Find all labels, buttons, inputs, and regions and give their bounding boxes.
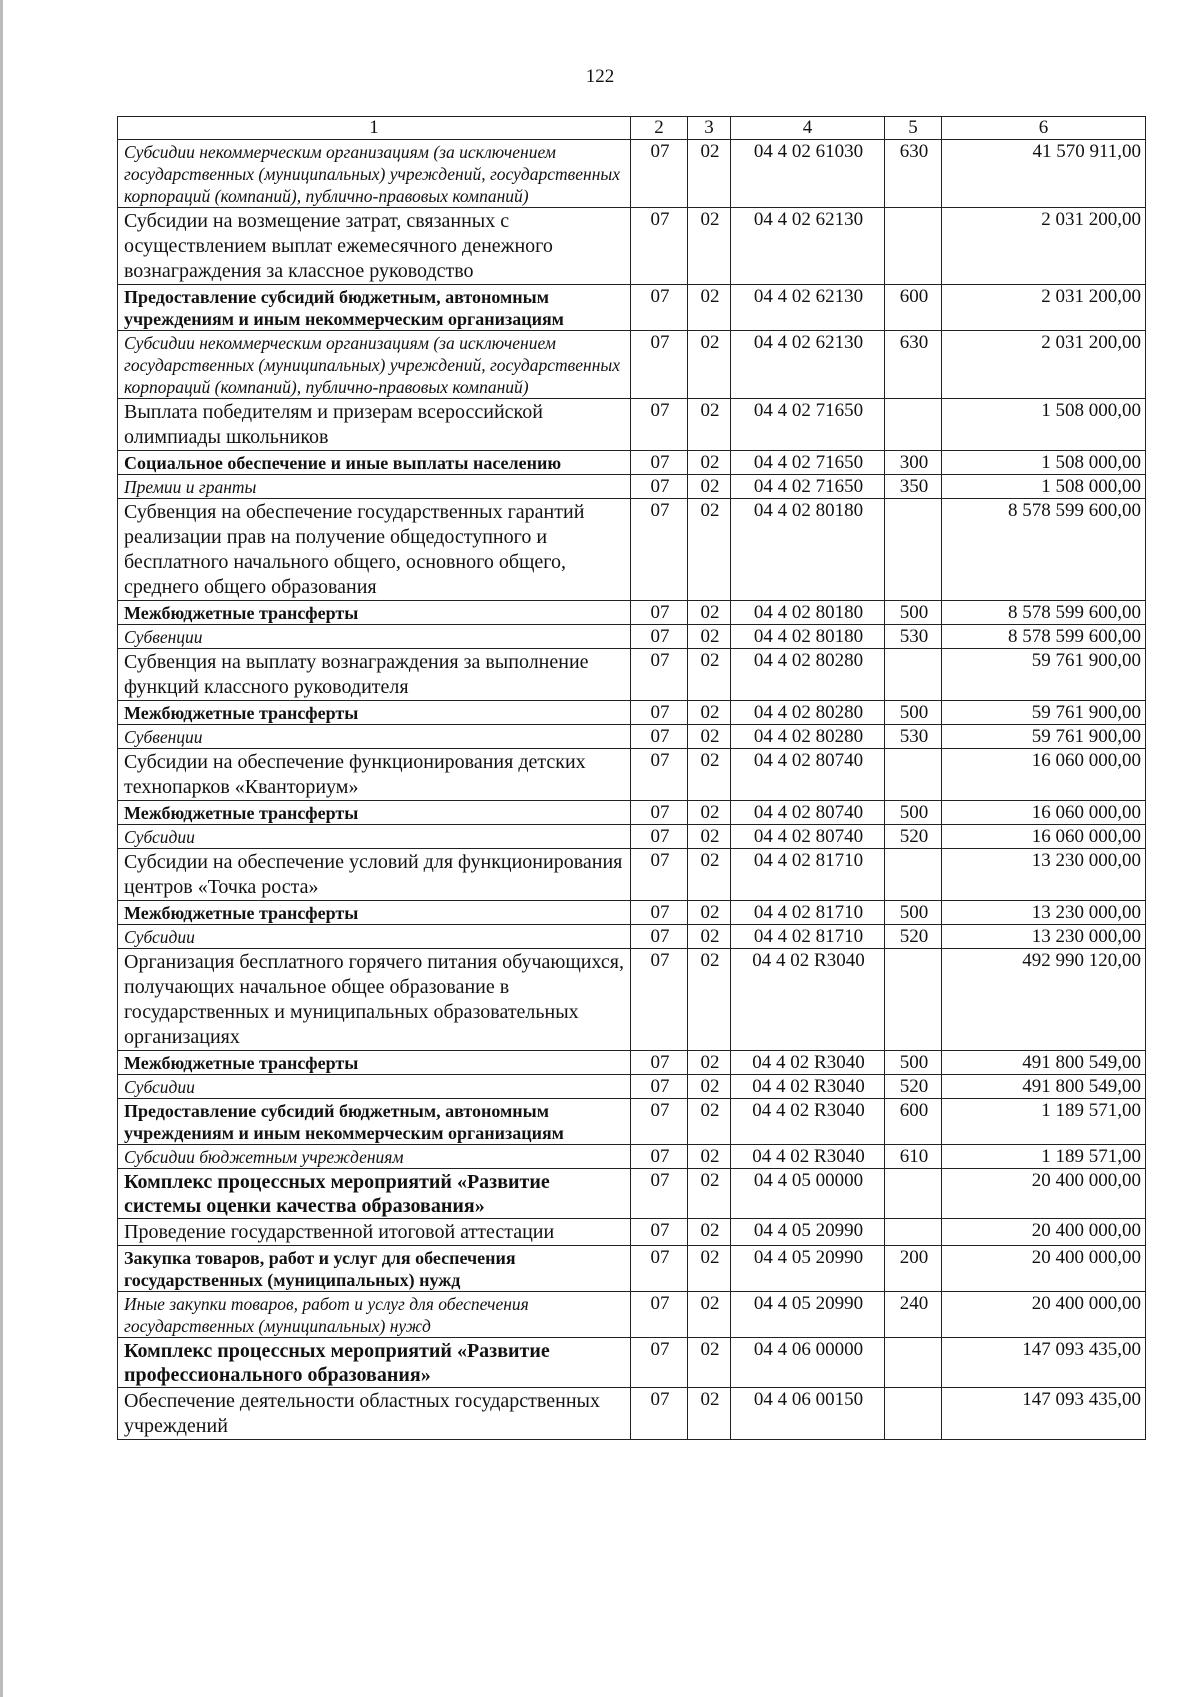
row-target-article: 04 4 02 62130 [731, 331, 885, 399]
row-expense-type: 610 [885, 1145, 942, 1169]
row-name: Субвенции [118, 725, 631, 749]
row-subsection: 02 [688, 140, 731, 208]
row-subsection: 02 [688, 499, 731, 601]
row-target-article: 04 4 05 20990 [731, 1219, 885, 1246]
row-name: Субсидии на обеспечение условий для функционирования центров «Точка роста» [118, 849, 631, 901]
row-expense-type: 500 [885, 601, 942, 625]
row-expense-type [885, 649, 942, 701]
row-section: 07 [631, 208, 688, 285]
row-expense-type [885, 1219, 942, 1246]
table-row [118, 451, 1146, 475]
row-subsection: 02 [688, 451, 731, 475]
table-row [118, 925, 1146, 949]
row-subsection: 02 [688, 801, 731, 825]
row-section: 07 [631, 725, 688, 749]
row-section: 07 [631, 285, 688, 331]
row-section: 07 [631, 1051, 688, 1075]
row-subsection: 02 [688, 285, 731, 331]
row-subsection: 02 [688, 1219, 731, 1246]
row-target-article: 04 4 06 00000 [731, 1338, 885, 1388]
row-expense-type: 300 [885, 451, 942, 475]
row-name: Субсидии некоммерческим организациям (за исключением государственных (муниципальных) учреждений, государственных корпораций (компаний), публично-правовых компаний) [118, 140, 631, 208]
row-amount: 492 990 120,00 [942, 949, 1146, 1051]
row-name: Субсидии на обеспечение функционирования детских технопарков «Кванториум» [118, 749, 631, 801]
row-subsection: 02 [688, 1169, 731, 1219]
row-target-article: 04 4 06 00150 [731, 1388, 885, 1440]
row-section: 07 [631, 1388, 688, 1440]
row-name: Премии и гранты [118, 475, 631, 499]
row-expense-type [885, 1338, 942, 1388]
row-expense-type: 530 [885, 625, 942, 649]
row-amount: 16 060 000,00 [942, 801, 1146, 825]
row-subsection: 02 [688, 901, 731, 925]
row-target-article: 04 4 05 20990 [731, 1292, 885, 1338]
table-row [118, 849, 1146, 901]
row-expense-type: 500 [885, 801, 942, 825]
row-section: 07 [631, 1169, 688, 1219]
row-subsection: 02 [688, 601, 731, 625]
page-number: 122 [585, 66, 615, 87]
table-row [118, 649, 1146, 701]
row-name: Межбюджетные трансферты [118, 1051, 631, 1075]
row-subsection: 02 [688, 1388, 731, 1440]
header-col-3: 3 [688, 117, 731, 140]
header-row [118, 117, 1146, 140]
row-amount: 2 031 200,00 [942, 331, 1146, 399]
row-subsection: 02 [688, 208, 731, 285]
table-row [118, 625, 1146, 649]
row-name: Комплекс процессных мероприятий «Развитие профессионального образования» [118, 1338, 631, 1388]
row-section: 07 [631, 825, 688, 849]
table-row [118, 701, 1146, 725]
table-row [118, 1169, 1146, 1219]
row-expense-type: 630 [885, 331, 942, 399]
row-amount: 59 761 900,00 [942, 649, 1146, 701]
table-header [118, 117, 1146, 140]
row-subsection: 02 [688, 1099, 731, 1145]
row-subsection: 02 [688, 925, 731, 949]
row-expense-type: 500 [885, 701, 942, 725]
header-col-2: 2 [631, 117, 688, 140]
row-target-article: 04 4 02 80740 [731, 749, 885, 801]
row-amount: 16 060 000,00 [942, 749, 1146, 801]
header-col-5: 5 [885, 117, 942, 140]
header-col-4: 4 [731, 117, 885, 140]
row-section: 07 [631, 801, 688, 825]
row-subsection: 02 [688, 1051, 731, 1075]
row-section: 07 [631, 499, 688, 601]
row-target-article: 04 4 02 R3040 [731, 949, 885, 1051]
row-section: 07 [631, 701, 688, 725]
row-name: Субвенция на обеспечение государственных гарантий реализации прав на получение общедоступного и бесплатного начального общего, основного общего, среднего общего образования [118, 499, 631, 601]
row-subsection: 02 [688, 1338, 731, 1388]
row-expense-type [885, 1388, 942, 1440]
row-target-article: 04 4 05 00000 [731, 1169, 885, 1219]
row-expense-type: 200 [885, 1246, 942, 1292]
row-expense-type [885, 749, 942, 801]
row-name: Иные закупки товаров, работ и услуг для обеспечения государственных (муниципальных) нужд [118, 1292, 631, 1338]
row-amount: 59 761 900,00 [942, 701, 1146, 725]
row-name: Предоставление субсидий бюджетным, автономным учреждениям и иным некоммерческим организациям [118, 1099, 631, 1145]
row-target-article: 04 4 02 71650 [731, 475, 885, 499]
row-name: Субвенции [118, 625, 631, 649]
table-row [118, 949, 1146, 1051]
table-row [118, 1099, 1146, 1145]
table-row [118, 140, 1146, 208]
row-section: 07 [631, 601, 688, 625]
row-amount: 13 230 000,00 [942, 901, 1146, 925]
row-name: Субсидии на возмещение затрат, связанных с осуществлением выплат ежемесячного денежного вознаграждения за классное руководство [118, 208, 631, 285]
row-target-article: 04 4 02 81710 [731, 849, 885, 901]
row-expense-type [885, 208, 942, 285]
row-section: 07 [631, 1246, 688, 1292]
row-amount: 20 400 000,00 [942, 1169, 1146, 1219]
row-expense-type: 530 [885, 725, 942, 749]
row-subsection: 02 [688, 749, 731, 801]
row-amount: 20 400 000,00 [942, 1292, 1146, 1338]
row-amount: 13 230 000,00 [942, 925, 1146, 949]
table-row [118, 801, 1146, 825]
row-section: 07 [631, 625, 688, 649]
row-subsection: 02 [688, 825, 731, 849]
row-name: Комплекс процессных мероприятий «Развитие системы оценки качества образования» [118, 1169, 631, 1219]
row-section: 07 [631, 140, 688, 208]
row-amount: 13 230 000,00 [942, 849, 1146, 901]
table-row [118, 1219, 1146, 1246]
table-row [118, 601, 1146, 625]
row-target-article: 04 4 02 61030 [731, 140, 885, 208]
table-row [118, 1145, 1146, 1169]
row-subsection: 02 [688, 399, 731, 451]
row-expense-type: 350 [885, 475, 942, 499]
row-subsection: 02 [688, 1145, 731, 1169]
budget-table [117, 116, 1146, 1440]
row-subsection: 02 [688, 649, 731, 701]
row-section: 07 [631, 475, 688, 499]
row-name: Межбюджетные трансферты [118, 901, 631, 925]
row-name: Субсидии некоммерческим организациям (за исключением государственных (муниципальных) учреждений, государственных корпораций (компаний), публично-правовых компаний) [118, 331, 631, 399]
row-expense-type [885, 849, 942, 901]
row-target-article: 04 4 02 71650 [731, 451, 885, 475]
row-amount: 147 093 435,00 [942, 1388, 1146, 1440]
row-subsection: 02 [688, 1246, 731, 1292]
row-amount: 2 031 200,00 [942, 285, 1146, 331]
table-row [118, 475, 1146, 499]
row-amount: 20 400 000,00 [942, 1219, 1146, 1246]
row-name: Социальное обеспечение и иные выплаты населению [118, 451, 631, 475]
scan-edge [0, 0, 3, 1697]
table-row [118, 331, 1146, 399]
header-col-1: 1 [118, 117, 631, 140]
table-row [118, 825, 1146, 849]
row-amount: 41 570 911,00 [942, 140, 1146, 208]
row-amount: 1 508 000,00 [942, 475, 1146, 499]
row-section: 07 [631, 901, 688, 925]
table-row [118, 399, 1146, 451]
row-amount: 8 578 599 600,00 [942, 499, 1146, 601]
row-name: Обеспечение деятельности областных государственных учреждений [118, 1388, 631, 1440]
row-amount: 491 800 549,00 [942, 1075, 1146, 1099]
row-name: Межбюджетные трансферты [118, 701, 631, 725]
row-name: Субсидии [118, 825, 631, 849]
row-amount: 16 060 000,00 [942, 825, 1146, 849]
row-target-article: 04 4 02 80180 [731, 601, 885, 625]
row-target-article: 04 4 02 80740 [731, 801, 885, 825]
row-target-article: 04 4 02 R3040 [731, 1051, 885, 1075]
row-section: 07 [631, 331, 688, 399]
row-name: Организация бесплатного горячего питания обучающихся, получающих начальное общее образование в государственных и муниципальных образовательных организациях [118, 949, 631, 1051]
row-expense-type: 600 [885, 285, 942, 331]
row-target-article: 04 4 02 R3040 [731, 1075, 885, 1099]
row-subsection: 02 [688, 725, 731, 749]
row-name: Проведение государственной итоговой аттестации [118, 1219, 631, 1246]
row-section: 07 [631, 1145, 688, 1169]
row-subsection: 02 [688, 701, 731, 725]
table-row [118, 749, 1146, 801]
row-expense-type [885, 399, 942, 451]
row-amount: 1 508 000,00 [942, 399, 1146, 451]
row-section: 07 [631, 1338, 688, 1388]
row-amount: 147 093 435,00 [942, 1338, 1146, 1388]
row-subsection: 02 [688, 625, 731, 649]
row-target-article: 04 4 02 80280 [731, 725, 885, 749]
row-target-article: 04 4 02 R3040 [731, 1145, 885, 1169]
row-section: 07 [631, 399, 688, 451]
row-section: 07 [631, 1219, 688, 1246]
table-row [118, 901, 1146, 925]
table-row [118, 499, 1146, 601]
row-name: Субсидии бюджетным учреждениям [118, 1145, 631, 1169]
row-expense-type: 600 [885, 1099, 942, 1145]
row-expense-type: 500 [885, 901, 942, 925]
table-row [118, 1075, 1146, 1099]
row-target-article: 04 4 05 20990 [731, 1246, 885, 1292]
row-expense-type: 630 [885, 140, 942, 208]
row-section: 07 [631, 749, 688, 801]
row-target-article: 04 4 02 62130 [731, 208, 885, 285]
row-target-article: 04 4 02 80280 [731, 701, 885, 725]
row-subsection: 02 [688, 849, 731, 901]
table-row [118, 1292, 1146, 1338]
row-target-article: 04 4 02 80180 [731, 499, 885, 601]
table-row [118, 1051, 1146, 1075]
row-name: Субсидии [118, 1075, 631, 1099]
row-target-article: 04 4 02 80280 [731, 649, 885, 701]
row-amount: 1 189 571,00 [942, 1145, 1146, 1169]
row-target-article: 04 4 02 81710 [731, 901, 885, 925]
row-amount: 491 800 549,00 [942, 1051, 1146, 1075]
row-section: 07 [631, 1292, 688, 1338]
row-subsection: 02 [688, 1292, 731, 1338]
row-section: 07 [631, 649, 688, 701]
row-expense-type: 240 [885, 1292, 942, 1338]
row-amount: 8 578 599 600,00 [942, 601, 1146, 625]
row-section: 07 [631, 949, 688, 1051]
header-col-6: 6 [942, 117, 1146, 140]
table-row [118, 1388, 1146, 1440]
row-expense-type: 520 [885, 1075, 942, 1099]
row-name: Межбюджетные трансферты [118, 601, 631, 625]
row-target-article: 04 4 02 71650 [731, 399, 885, 451]
row-amount: 20 400 000,00 [942, 1246, 1146, 1292]
row-section: 07 [631, 1075, 688, 1099]
table-row [118, 1338, 1146, 1388]
row-target-article: 04 4 02 80740 [731, 825, 885, 849]
row-target-article: 04 4 02 R3040 [731, 1099, 885, 1145]
row-expense-type: 520 [885, 825, 942, 849]
row-section: 07 [631, 849, 688, 901]
row-target-article: 04 4 02 81710 [731, 925, 885, 949]
row-expense-type: 500 [885, 1051, 942, 1075]
row-target-article: 04 4 02 62130 [731, 285, 885, 331]
row-section: 07 [631, 1099, 688, 1145]
table-row [118, 208, 1146, 285]
row-name: Предоставление субсидий бюджетным, автономным учреждениям и иным некоммерческим организациям [118, 285, 631, 331]
row-subsection: 02 [688, 1075, 731, 1099]
row-name: Выплата победителям и призерам всероссийской олимпиады школьников [118, 399, 631, 451]
row-expense-type [885, 499, 942, 601]
row-subsection: 02 [688, 331, 731, 399]
row-target-article: 04 4 02 80180 [731, 625, 885, 649]
row-amount: 59 761 900,00 [942, 725, 1146, 749]
row-expense-type [885, 949, 942, 1051]
row-section: 07 [631, 925, 688, 949]
row-name: Закупка товаров, работ и услуг для обеспечения государственных (муниципальных) нужд [118, 1246, 631, 1292]
row-expense-type: 520 [885, 925, 942, 949]
row-amount: 2 031 200,00 [942, 208, 1146, 285]
row-expense-type [885, 1169, 942, 1219]
table-row [118, 285, 1146, 331]
row-subsection: 02 [688, 949, 731, 1051]
row-amount: 8 578 599 600,00 [942, 625, 1146, 649]
row-name: Субвенция на выплату вознаграждения за выполнение функций классного руководителя [118, 649, 631, 701]
table-body [118, 140, 1146, 1440]
row-amount: 1 189 571,00 [942, 1099, 1146, 1145]
row-subsection: 02 [688, 475, 731, 499]
table-row [118, 725, 1146, 749]
row-name: Субсидии [118, 925, 631, 949]
row-name: Межбюджетные трансферты [118, 801, 631, 825]
row-section: 07 [631, 451, 688, 475]
row-amount: 1 508 000,00 [942, 451, 1146, 475]
table-row [118, 1246, 1146, 1292]
